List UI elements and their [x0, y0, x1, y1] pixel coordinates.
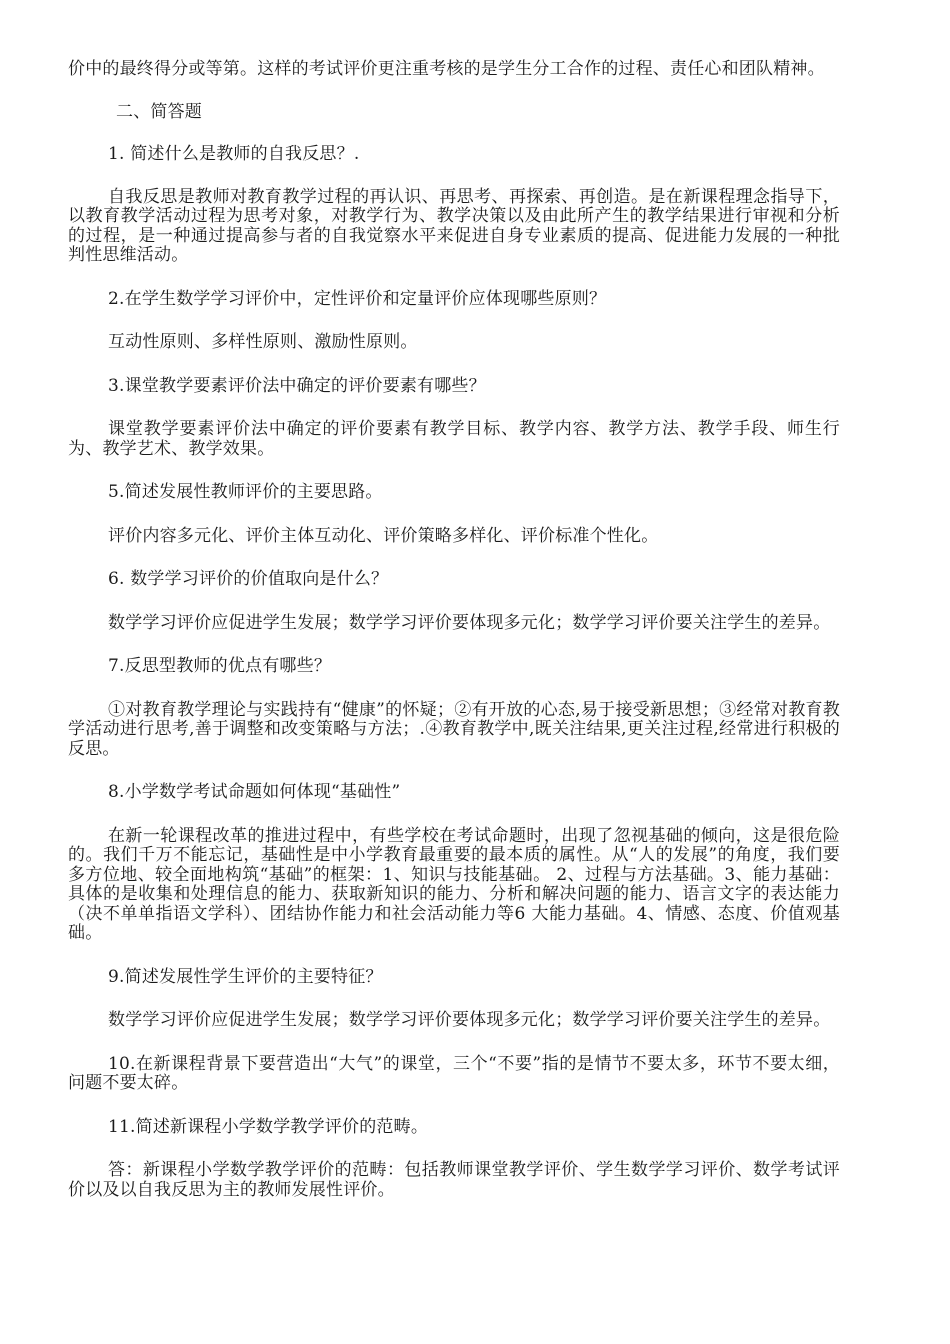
question-11: 11.简述新课程小学数学教学评价的范畴。 — [108, 1116, 429, 1137]
answer-11: 答：新课程小学数学教学评价的范畴：包括教师课堂教学评价、学生数学学习评价、数学考试评价以及以自我反思为主的教师发展性评价。 — [68, 1160, 840, 1200]
question-7: 7.反思型教师的优点有哪些？ — [108, 656, 332, 676]
answer-7: ①对教育教学理论与实践持有“健康”的怀疑；②有开放的心态,易于接受新思想；③经常对教育教学活动进行思考,善于调整和改变策略与方法；.④教育教学中,既关注结果,更关注过程,经常进行积极的反思。 — [68, 699, 840, 759]
question-6: 6. 数学学习评价的价值取向是什么？ — [108, 569, 389, 589]
question-8: 8.小学数学考试命题如何体现“基础性” — [108, 782, 401, 802]
question-1: 1. 简述什么是教师的自我反思？. — [108, 144, 360, 164]
paragraph-continuation: 价中的最终得分或等第。这样的考试评价更注重考核的是学生分工合作的过程、责任心和团队精神。 — [68, 59, 825, 79]
answer-8: 在新一轮课程改革的推进过程中，有些学校在考试命题时，出现了忽视基础的倾向，这是很危险的。我们千万不能忘记，基础性是中小学教育最重要的最本质的属性。从“人的发展”的角度，我们要多方位地、较全面地构筑“基础”的框架：1、知识与技能基础。 2、过程与方法基础。3、能力基础：具体的是收集和处理信息的能力、获取新知识的能力、分析和解决问题的能力、语言文字的表达能力（决不单单指语文学科）、团结协作能力和社会活动能力等6 大能力基础。4、情感、态度、价值观基础。 — [68, 825, 840, 943]
question-3: 3.课堂教学要素评价法中确定的评价要素有哪些？ — [108, 375, 486, 396]
answer-3: 课堂教学要素评价法中确定的评价要素有教学目标、教学内容、教学方法、教学手段、师生行为、教学艺术、教学效果。 — [68, 419, 840, 459]
question-5: 5.简述发展性教师评价的主要思路。 — [108, 482, 383, 502]
answer-9: 数学学习评价应促进学生发展；数学学习评价要体现多元化；数学学习评价要关注学生的差异。 — [108, 1010, 831, 1030]
section-heading-short-answer: 二、简答题 — [116, 101, 202, 122]
answer-2: 互动性原则、多样性原则、激励性原则。 — [108, 332, 418, 352]
question-2: 2.在学生数学学习评价中，定性评价和定量评价应体现哪些原则？ — [108, 288, 607, 309]
answer-6: 数学学习评价应促进学生发展；数学学习评价要体现多元化；数学学习评价要关注学生的差异。 — [108, 612, 831, 633]
question-10: 10.在新课程背景下要营造出“大气”的课堂，三个“不要”指的是情节不要太多，环节不要太细，问题不要太碎。 — [68, 1053, 840, 1093]
answer-1: 自我反思是教师对教育教学过程的再认识、再思考、再探索、再创造。是在新课程理念指导下，以教育教学活动过程为思考对象，对教学行为、教学决策以及由此所产生的教学结果进行审视和分析的过程，是一种通过提高参与者的自我觉察水平来促进自身专业素质的提高、促进能力发展的一种批判性思维活动。 — [68, 186, 840, 265]
question-9: 9.简述发展性学生评价的主要特征？ — [108, 966, 383, 987]
answer-5: 评价内容多元化、评价主体互动化、评价策略多样化、评价标准个性化。 — [108, 525, 659, 546]
document-page — [68, 60, 840, 1200]
